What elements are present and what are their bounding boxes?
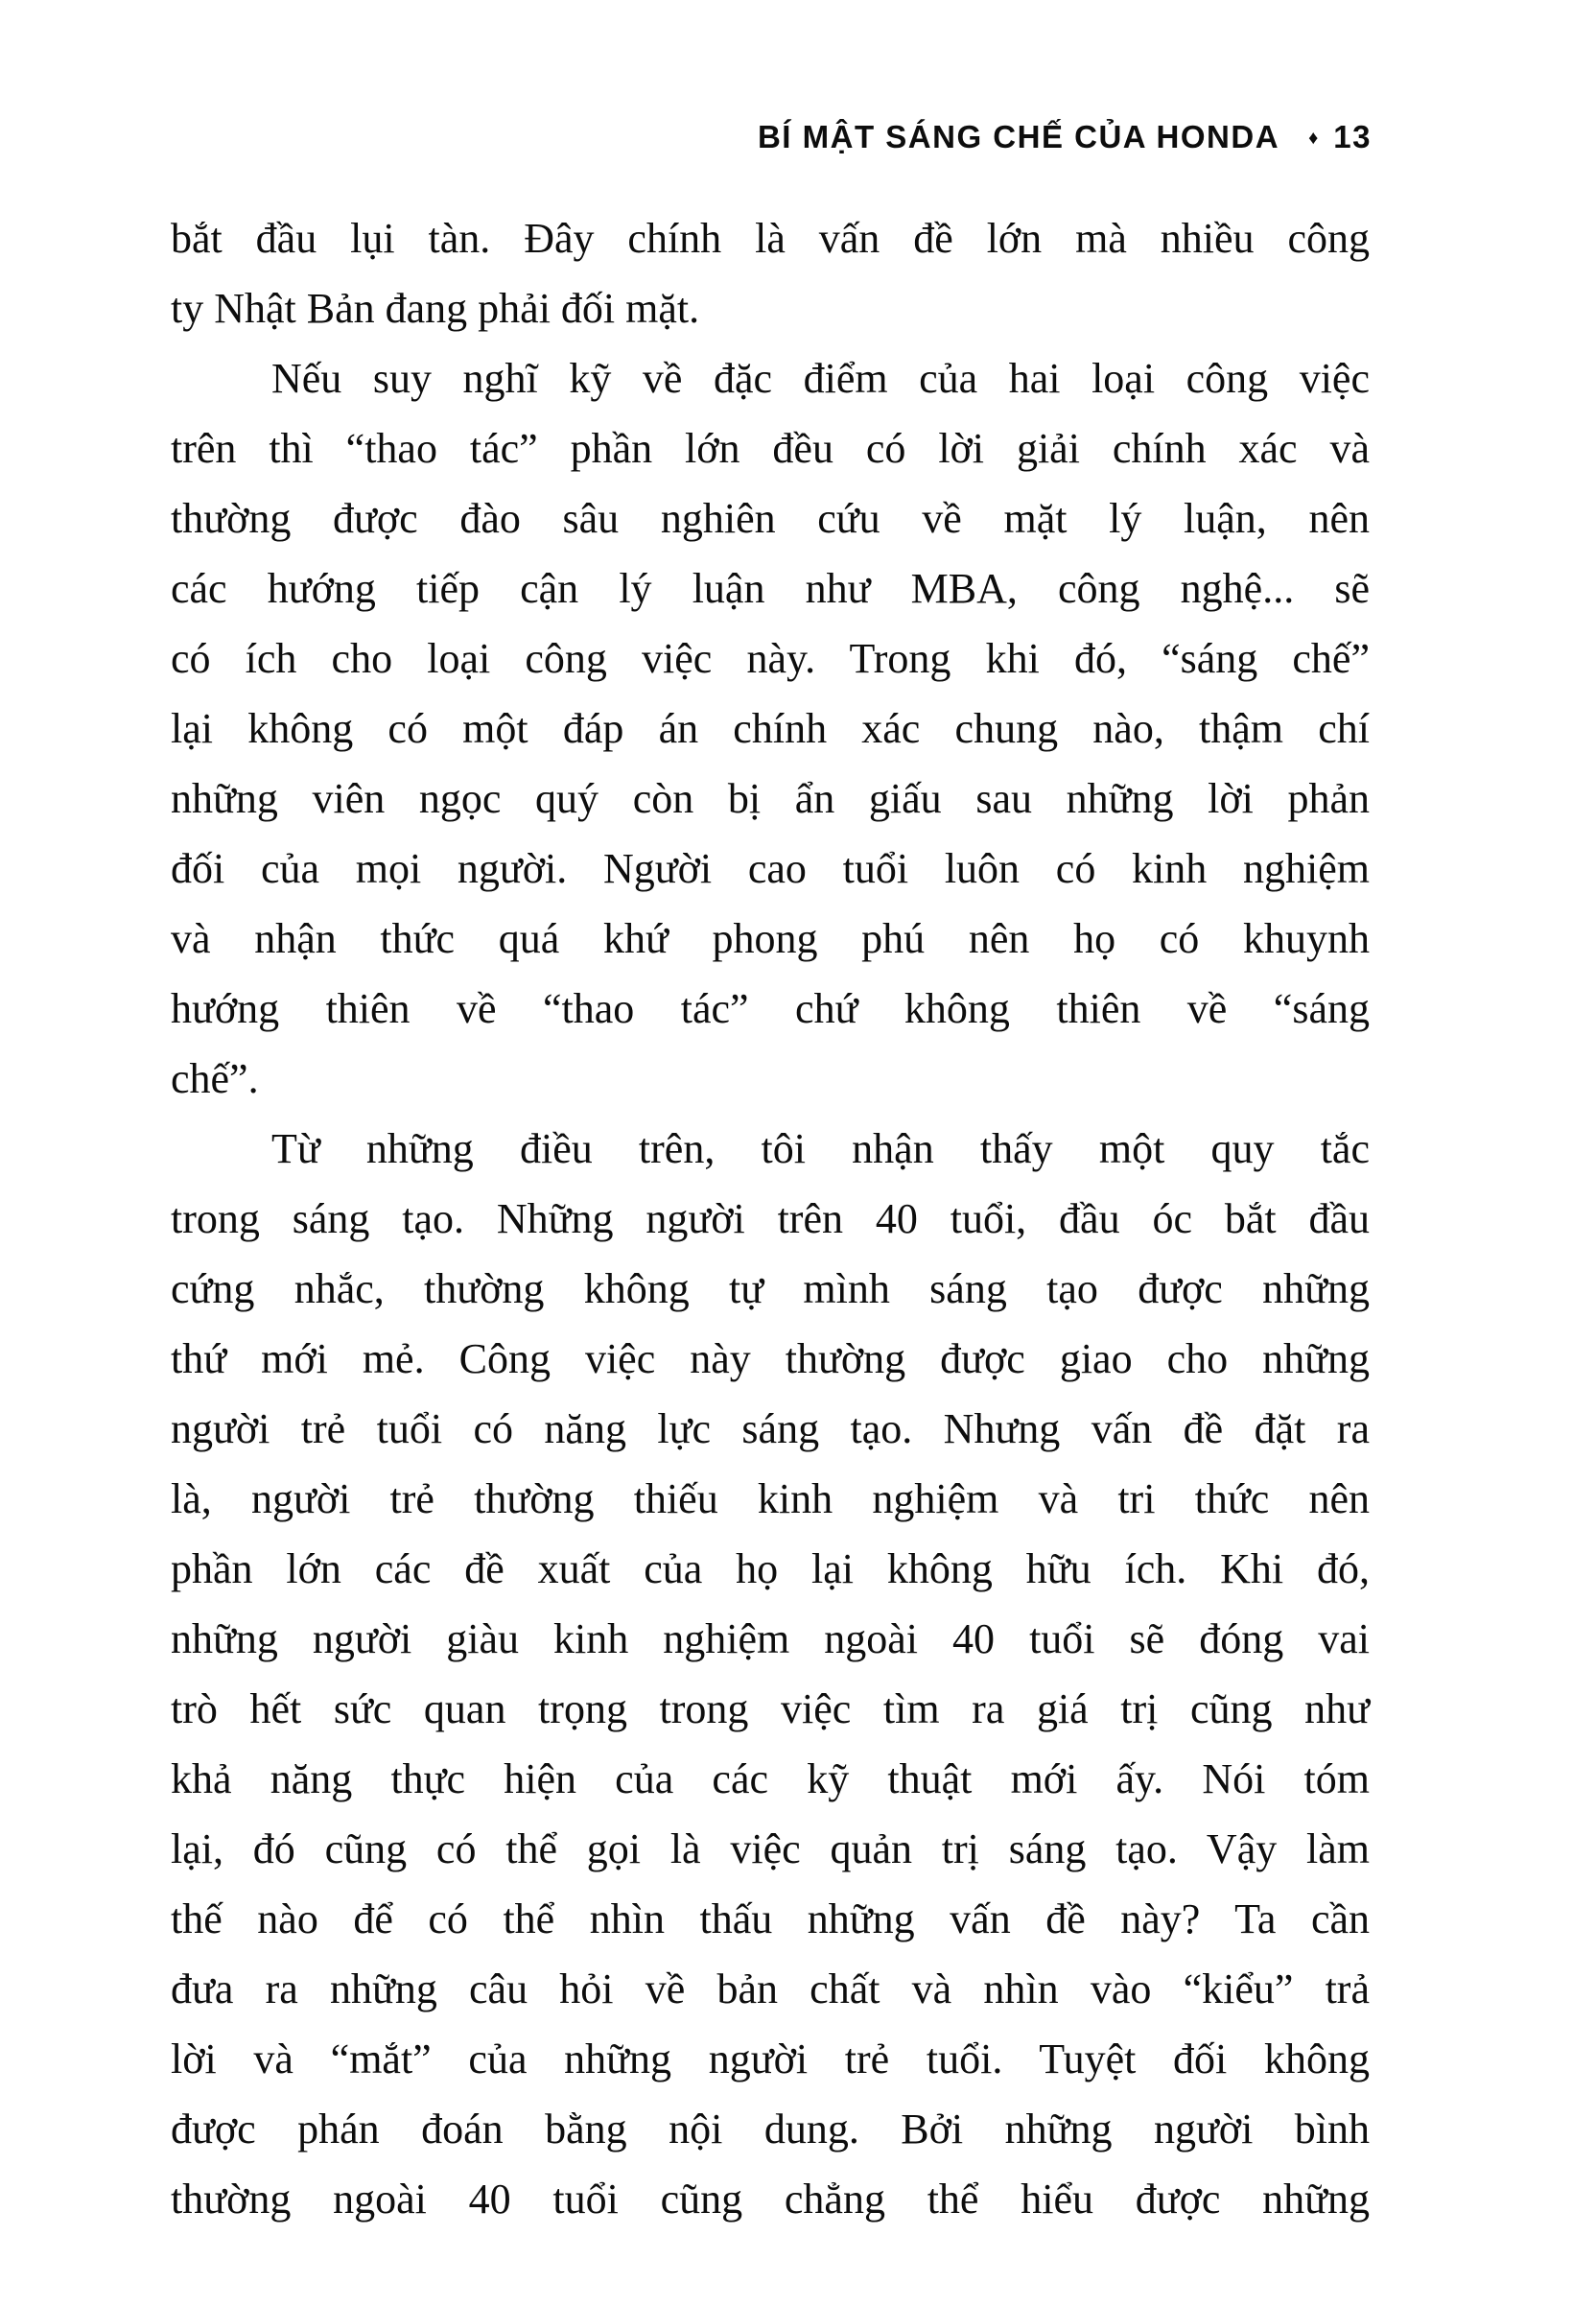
text-line: ty Nhật Bản đang phải đối mặt. <box>171 285 700 332</box>
diamond-separator-icon: ♦ <box>1308 128 1319 149</box>
text-line: thế nào để có thể nhìn thấu những vấn đề này? Ta cần <box>171 1895 1370 1942</box>
header-title: BÍ MẬT SÁNG CHẾ CỦA HONDA <box>757 119 1280 154</box>
text-line: bắt đầu lụi tàn. Đây chính là vấn đề lớn mà nhiều công <box>171 215 1370 262</box>
text-line: có ích cho loại công việc này. Trong khi đó, “sáng chế” <box>171 635 1370 682</box>
text-line: các hướng tiếp cận lý luận như MBA, công nghệ... sẽ <box>171 565 1370 612</box>
text-line: thứ mới mẻ. Công việc này thường được giao cho những <box>171 1335 1370 1382</box>
paragraph <box>171 1114 1370 2234</box>
text-line: Nếu suy nghĩ kỹ về đặc điểm của hai loại công việc <box>271 355 1370 402</box>
paragraph <box>171 203 1370 343</box>
text-line: Từ những điều trên, tôi nhận thấy một quy tắc <box>271 1125 1370 1172</box>
text-line: trên thì “thao tác” phần lớn đều có lời giải chính xác và <box>171 425 1370 472</box>
page-body <box>171 203 1370 2234</box>
text-line: lại không có một đáp án chính xác chung nào, thậm chí <box>171 705 1370 752</box>
text-line: lời và “mắt” của những người trẻ tuổi. Tuyệt đối không <box>171 2035 1370 2082</box>
paragraph <box>171 343 1370 1114</box>
text-line: phần lớn các đề xuất của họ lại không hữu ích. Khi đó, <box>171 1545 1370 1592</box>
text-line: những người giàu kinh nghiệm ngoài 40 tuổi sẽ đóng vai <box>171 1615 1370 1662</box>
text-line: là, người trẻ thường thiếu kinh nghiệm và tri thức nên <box>171 1475 1370 1522</box>
text-line: hướng thiên về “thao tác” chứ không thiên về “sáng <box>171 985 1370 1032</box>
text-line: trò hết sức quan trọng trong việc tìm ra giá trị cũng như <box>171 1685 1370 1732</box>
text-line: đối của mọi người. Người cao tuổi luôn có kinh nghiệm <box>171 845 1370 892</box>
text-line: được phán đoán bằng nội dung. Bởi những người bình <box>171 2106 1370 2153</box>
text-line: những viên ngọc quý còn bị ẩn giấu sau những lời phản <box>171 775 1370 822</box>
text-line: trong sáng tạo. Những người trên 40 tuổi, đầu óc bắt đầu <box>171 1195 1370 1242</box>
text-line: thường ngoài 40 tuổi cũng chẳng thể hiểu được những <box>171 2176 1370 2223</box>
text-line: đưa ra những câu hỏi về bản chất và nhìn vào “kiểu” trả <box>171 1965 1370 2012</box>
text-line: lại, đó cũng có thể gọi là việc quản trị sáng tạo. Vậy làm <box>171 1825 1370 1872</box>
text-line: thường được đào sâu nghiên cứu về mặt lý luận, nên <box>171 495 1370 542</box>
text-line: chế”. <box>171 1055 259 1102</box>
page-number: 13 <box>1333 119 1372 154</box>
text-line: cứng nhắc, thường không tự mình sáng tạo được những <box>171 1265 1370 1312</box>
text-line: và nhận thức quá khứ phong phú nên họ có khuynh <box>171 915 1370 962</box>
text-line: khả năng thực hiện của các kỹ thuật mới ấy. Nói tóm <box>171 1755 1370 1802</box>
running-header <box>758 119 1372 155</box>
text-line: người trẻ tuổi có năng lực sáng tạo. Nhưng vấn đề đặt ra <box>171 1405 1370 1452</box>
